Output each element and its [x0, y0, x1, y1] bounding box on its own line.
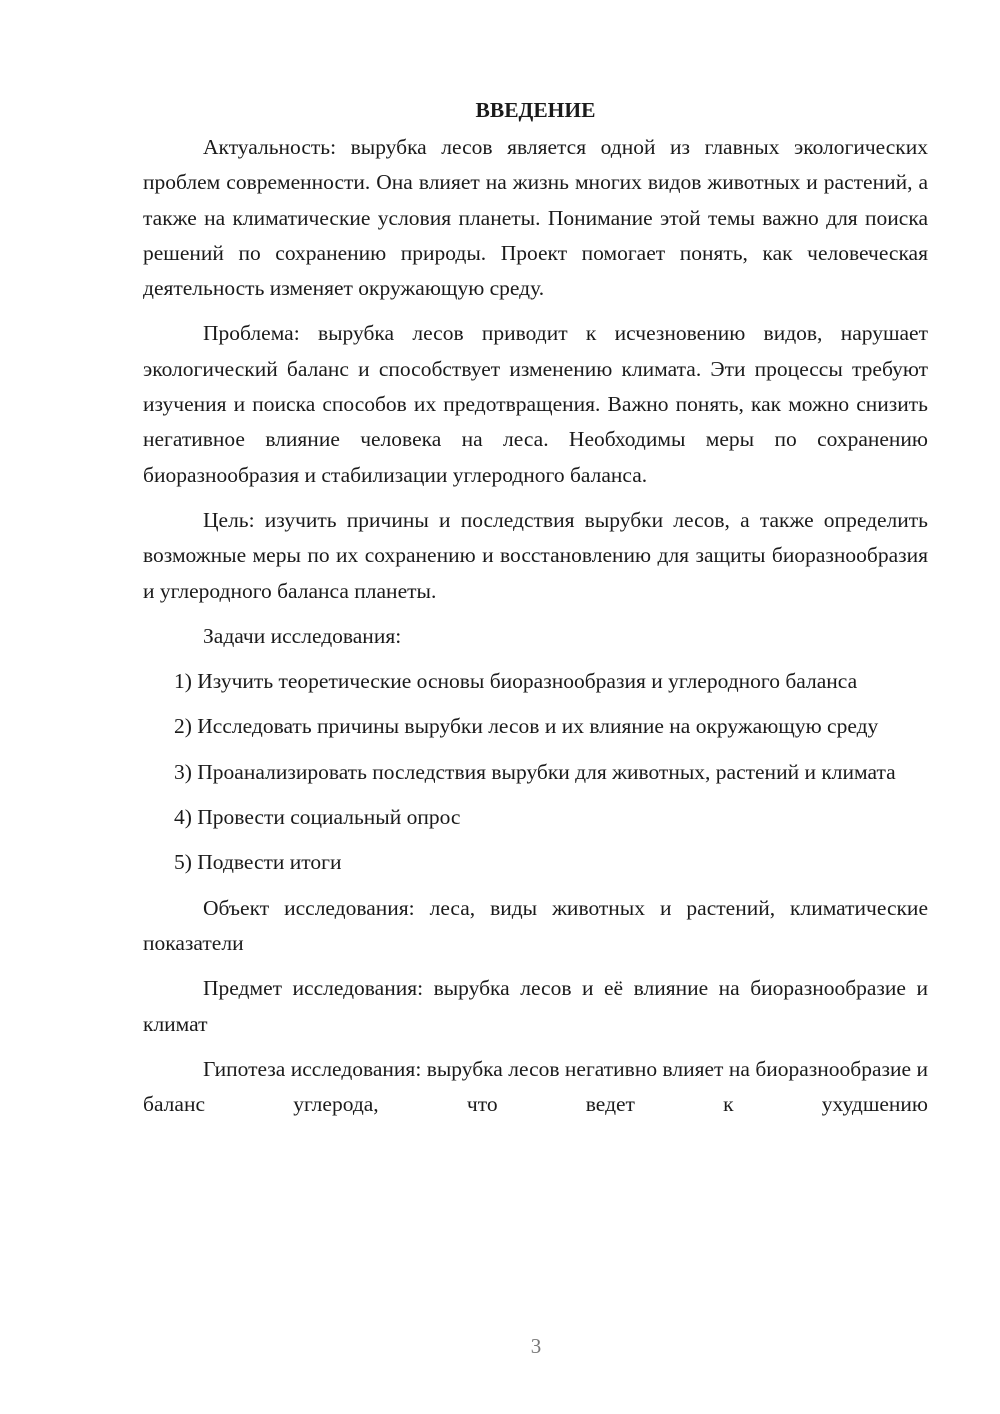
task-item-3: 3) Проанализировать последствия вырубки для животных, растений и климата: [174, 759, 896, 784]
task-item-5: 5) Подвести итоги: [174, 850, 342, 875]
tasks-heading: Задачи исследования:: [203, 623, 402, 648]
task-item-2: 2) Исследовать причины вырубки лесов и их влияние на окружающую среду: [174, 714, 879, 739]
task-item-1: 1) Изучить теоретические основы биоразнообразия и углеродного баланса: [174, 669, 858, 694]
paragraph-subject: Предмет исследования: вырубка лесов и её влияние на биоразнообразие и климат: [143, 976, 928, 1036]
section-title: ВВЕДЕНИЕ: [475, 98, 596, 122]
paragraph-relevance: Актуальность: вырубка лесов является одной из главных экологических проблем современности. Она влияет на жизнь многих видов животных и растений, а также на климатические условия планеты. Понимание этой темы важно для поиска решений по сохранению природы. Проект помогает понять, как человеческая деятельность изменяет окружающую среду.: [143, 135, 928, 301]
document-page: [143, 92, 928, 1122]
paragraph-problem: Проблема: вырубка лесов приводит к исчезновению видов, нарушает экологический баланс и способствует изменению климата. Эти процессы требуют изучения и поиска способов их предотвращения. Важно понять, как можно снизить негативное влияние человека на леса. Необходимы меры по сохранению биоразнообразия и стабилизации углеродного баланса.: [143, 321, 928, 487]
task-item-4: 4) Провести социальный опрос: [174, 805, 461, 830]
paragraph-object: Объект исследования: леса, виды животных и растений, климатические показатели: [143, 895, 928, 955]
page-number: 3: [530, 1334, 542, 1358]
paragraph-goal: Цель: изучить причины и последствия вырубки лесов, а также определить возможные меры по их сохранению и восстановлению для защиты биоразнообразия и углеродного баланса планеты.: [143, 507, 928, 603]
paragraph-hypothesis: Гипотеза исследования: вырубка лесов негативно влияет на биоразнообразие и баланс углерода, что ведет к ухудшению: [143, 1056, 928, 1117]
